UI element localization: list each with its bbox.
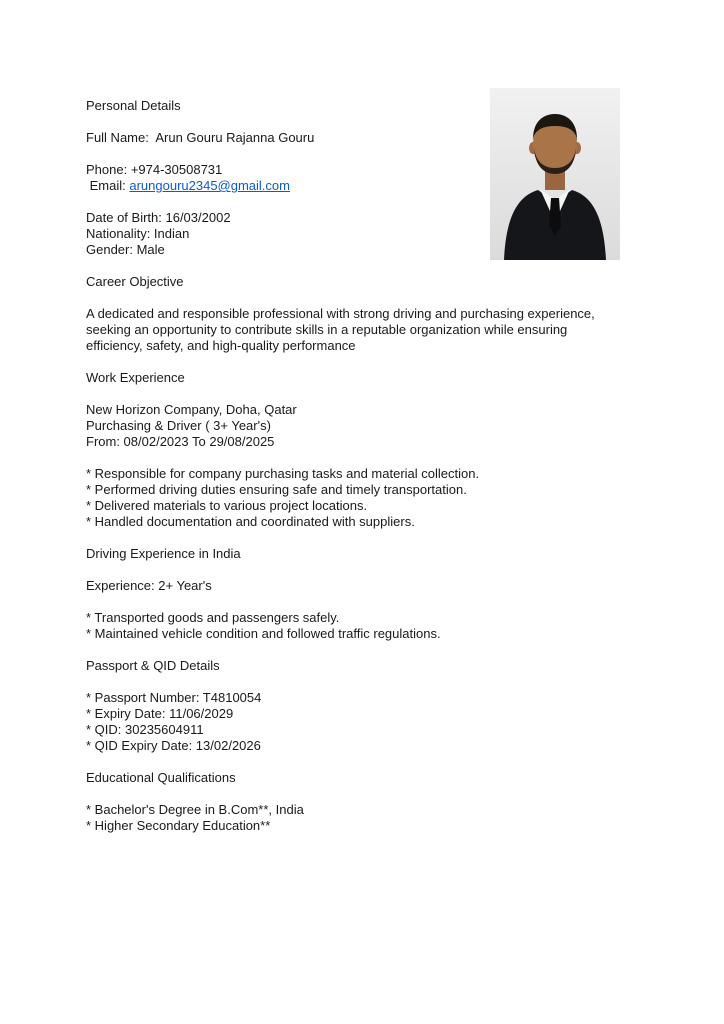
bullet-line: * Delivered materials to various project locations.: [86, 498, 368, 513]
company-line: New Horizon Company, Doha, Qatar: [86, 402, 297, 417]
gender-line: Gender: Male: [86, 242, 165, 257]
section-driving-experience: [86, 546, 626, 562]
dob-line: Date of Birth: 16/03/2002: [86, 210, 231, 225]
bullet-line: * Handled documentation and coordinated with suppliers.: [86, 514, 415, 529]
bullet-line: * Expiry Date: 11/06/2029: [86, 706, 234, 721]
bullet-line: * Performed driving duties ensuring safe and timely transportation.: [86, 482, 467, 497]
driving-experience-bullets: [86, 610, 626, 642]
email-link[interactable]: arungouru2345@gmail.com: [129, 178, 290, 193]
bullet-line: * Higher Secondary Education**: [86, 818, 271, 833]
passport-qid-heading: Passport & QID Details: [86, 658, 220, 673]
section-passport-qid: [86, 658, 626, 674]
section-career-objective: [86, 274, 626, 290]
section-education: [86, 770, 626, 786]
contact-block: [86, 162, 626, 194]
career-objective-text: A dedicated and responsible professional with strong driving and purchasing experience, seeking an opportunity to contribute skills in a reputable organization while ensuring efficiency, safety, and high-quality performance: [86, 306, 595, 353]
nationality-line: Nationality: Indian: [86, 226, 190, 241]
full-name-line: Full Name: Arun Gouru Rajanna Gouru: [86, 130, 315, 145]
section-work-experience: [86, 370, 626, 386]
personal-details-heading: Personal Details: [86, 98, 181, 113]
bullet-line: * Passport Number: T4810054: [86, 690, 262, 705]
bullet-line: * Bachelor's Degree in B.Com**, India: [86, 802, 304, 817]
driving-experience-heading: Driving Experience in India: [86, 546, 241, 561]
passport-qid-bullets: [86, 690, 626, 754]
driving-years-line: Experience: 2+ Year's: [86, 578, 212, 593]
bullet-line: * Maintained vehicle condition and followed traffic regulations.: [86, 626, 441, 641]
education-bullets: [86, 802, 626, 834]
bio-block: [86, 210, 626, 258]
section-personal-details: [86, 98, 626, 114]
education-heading: Educational Qualifications: [86, 770, 236, 785]
bullet-line: * QID Expiry Date: 13/02/2026: [86, 738, 261, 753]
bullet-line: * QID: 30235604911: [86, 722, 204, 737]
bullet-line: * Transported goods and passengers safely.: [86, 610, 340, 625]
full-name-block: [86, 130, 626, 146]
work-experience-bullets: [86, 466, 626, 530]
driving-experience-summary: [86, 578, 626, 594]
resume-content: [86, 98, 626, 850]
email-line: [86, 178, 626, 194]
career-objective-text-block: [86, 306, 626, 354]
work-experience-summary: [86, 402, 626, 450]
role-line: Purchasing & Driver ( 3+ Year's): [86, 418, 271, 433]
bullet-line: * Responsible for company purchasing tasks and material collection.: [86, 466, 480, 481]
email-label: Email:: [86, 178, 130, 193]
career-objective-heading: Career Objective: [86, 274, 184, 289]
work-experience-heading: Work Experience: [86, 370, 185, 385]
phone-line: Phone: +974-30508731: [86, 162, 223, 177]
duration-line: From: 08/02/2023 To 29/08/2025: [86, 434, 275, 449]
